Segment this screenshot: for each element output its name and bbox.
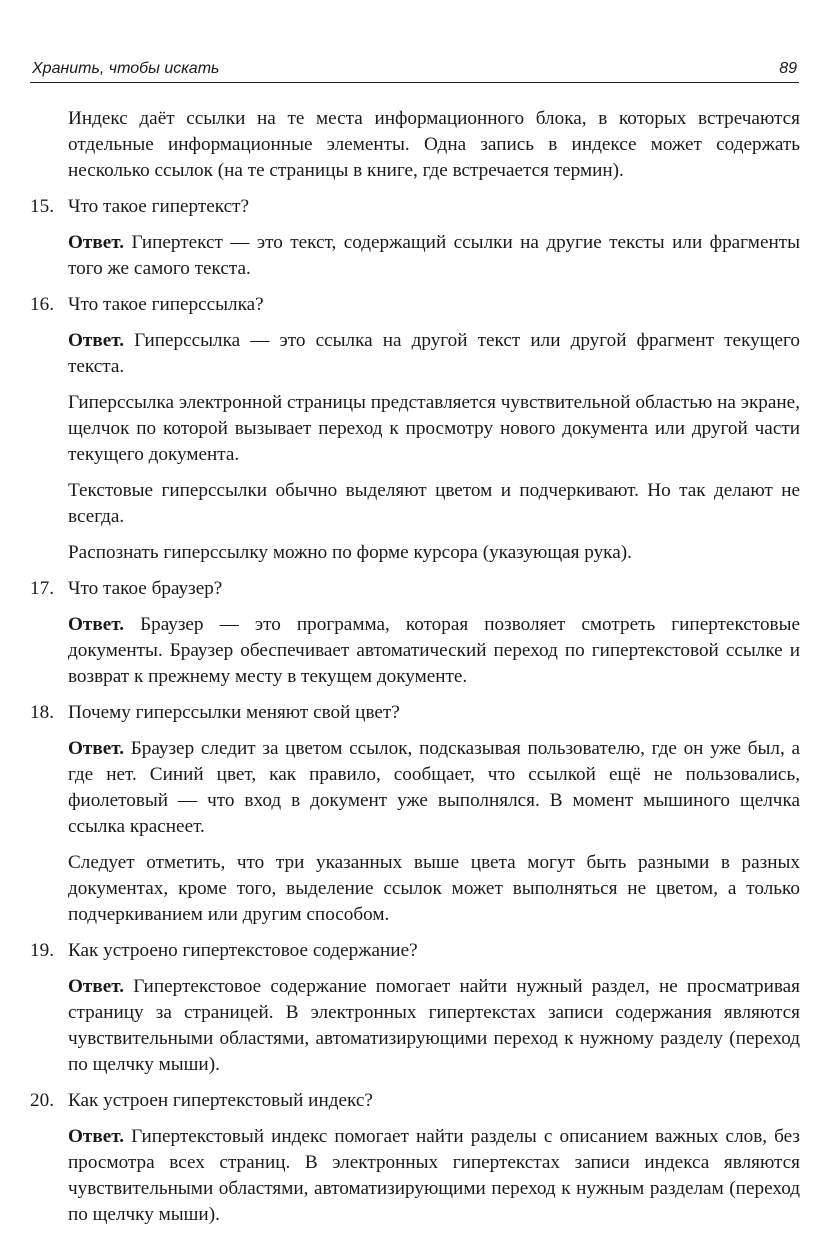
chapter-title: Хранить, чтобы искать — [32, 60, 220, 77]
answer-label: Ответ. — [68, 1126, 125, 1147]
question-15 — [30, 194, 800, 220]
question-17 — [30, 576, 800, 602]
question-number: 20. — [30, 1090, 54, 1111]
question-number: 16. — [30, 294, 54, 315]
answer-text: Браузер — это программа, которая позволяет смотреть гипертекстовые документы. Браузер обеспечивает автоматический переход по гипертекстовой ссылке и возврат к прежнему месту в текущем документе. — [68, 614, 801, 687]
answer-text: Гиперссылка — это ссылка на другой текст или другой фрагмент текущего текста. — [68, 330, 800, 377]
question-number: 17. — [30, 578, 54, 599]
answer-16 — [68, 328, 800, 380]
answer-label: Ответ. — [68, 614, 125, 635]
question-text: Что такое браузер? — [68, 578, 223, 599]
question-16 — [30, 292, 800, 318]
intro-paragraph: Индекс даёт ссылки на те места информационного блока, в которых встречаются отдельные информационные элементы. Одна запись в индексе может содержать несколько ссылок (на те страницы в книге, где встречается термин). — [68, 108, 800, 181]
answer-17 — [68, 612, 800, 690]
question-20 — [30, 1088, 800, 1114]
question-text: Как устроен гипертекстовый индекс? — [68, 1090, 373, 1111]
question-text: Что такое гипертекст? — [68, 196, 250, 217]
answer-16-paragraph-2: Гиперссылка электронной страницы представляется чувствительной областью на экране, щелчок по которой вызывает переход к просмотру нового документа или другой части текущего документа. — [68, 392, 800, 465]
question-19 — [30, 938, 800, 964]
question-text: Почему гиперссылки меняют свой цвет? — [68, 702, 400, 723]
question-text: Что такое гиперссылка? — [68, 294, 264, 315]
running-header — [30, 58, 799, 83]
question-18 — [30, 700, 800, 726]
answer-16-paragraph-4: Распознать гиперссылку можно по форме курсора (указующая рука). — [68, 542, 632, 563]
answer-18-paragraph-2: Следует отметить, что три указанных выше цвета могут быть разными в разных документах, кроме того, выделение ссылок может выполняться не цветом, а только подчеркиванием или другим способом. — [68, 852, 800, 925]
page-number: 89 — [779, 60, 797, 77]
answer-15 — [68, 230, 800, 282]
answer-label: Ответ. — [68, 232, 125, 253]
answer-label: Ответ. — [68, 738, 125, 759]
answer-16-paragraph-3: Текстовые гиперссылки обычно выделяют цветом и подчеркивают. Но так делают не всегда. — [68, 480, 800, 527]
question-number: 19. — [30, 940, 54, 961]
question-number: 18. — [30, 702, 54, 723]
answer-18 — [68, 736, 800, 840]
answer-text: Гипертекстовый индекс помогает найти разделы с описанием важных слов, без просмотра всех страниц. В электронных гипертекстах записи индекса являются чувствительными областями, автоматизирующими переход к нужным разделам (переход по щелчку мыши). — [68, 1126, 801, 1225]
answer-20 — [68, 1124, 800, 1228]
answer-text: Браузер следит за цветом ссылок, подсказывая пользователю, где он уже был, а где нет. Синий цвет, как правило, сообщает, что ссылкой ещё не пользовались, фиолетовый — что вход в документ уже выполнялся. В момент мышиного щелчка ссылка краснеет. — [68, 738, 801, 837]
answer-19 — [68, 974, 800, 1078]
question-number: 15. — [30, 196, 54, 217]
answer-text: Гипертекст — это текст, содержащий ссылки на другие тексты или фрагменты того же самого текста. — [68, 232, 801, 279]
question-text: Как устроено гипертекстовое содержание? — [68, 940, 418, 961]
answer-label: Ответ. — [68, 976, 125, 997]
body-text — [30, 106, 800, 1238]
answer-label: Ответ. — [68, 330, 125, 351]
answer-text: Гипертекстовое содержание помогает найти нужный раздел, не просматривая страницу за страницей. В электронных гипертекстах записи содержания являются чувствительными областями, автоматизирующими переход к нужному разделу (переход по щелчку мыши). — [68, 976, 801, 1075]
